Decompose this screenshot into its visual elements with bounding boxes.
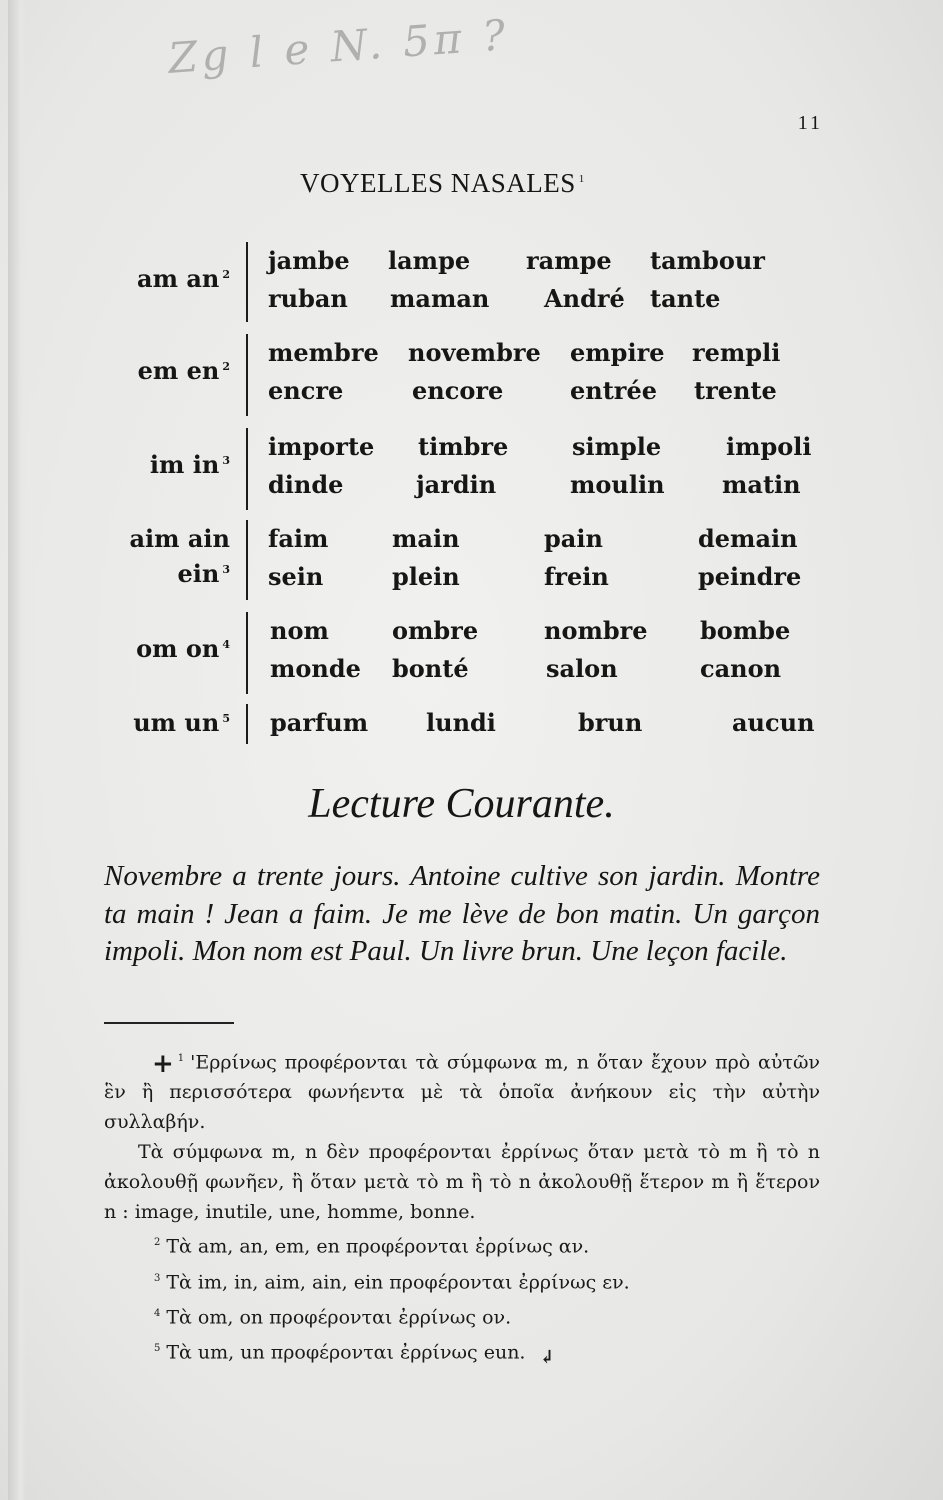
word: bombe [700, 616, 791, 645]
word: André [544, 284, 625, 313]
pencil-tick-mark: ↲ [539, 1346, 555, 1368]
page-number: 11 [797, 112, 823, 134]
footnote-text: Τὰ am, an, em, en προφέρονται ἐρρίνως αν. [166, 1235, 590, 1258]
vowel-label-text: om on [136, 634, 220, 663]
vowel-label-text: em en [137, 356, 220, 385]
footnote-5 [104, 1333, 820, 1368]
word: tambour [650, 246, 765, 275]
word-line [100, 616, 830, 648]
word: salon [546, 654, 618, 683]
word: bonté [392, 654, 469, 683]
word-line [100, 338, 830, 370]
footnote-text: Τὰ im, in, aim, ain, ein προφέρονται ἐρρίνως εν. [166, 1270, 630, 1293]
word: nombre [544, 616, 648, 645]
footnote-rule [104, 1022, 234, 1024]
word: trente [694, 376, 777, 405]
footnote-mark: 5 [154, 1343, 161, 1355]
word: parfum [270, 708, 369, 737]
word: simple [572, 432, 662, 461]
word: ombre [392, 616, 479, 645]
vowel-footnote-mark: 5 [222, 712, 230, 725]
word: nom [270, 616, 329, 645]
word: pain [544, 524, 603, 553]
footnote-1 [104, 1044, 820, 1137]
word-line [100, 654, 830, 686]
word: plein [392, 562, 460, 591]
word: membre [268, 338, 379, 367]
footnote-2 [104, 1227, 820, 1262]
word: importe [268, 432, 375, 461]
word-line [100, 284, 830, 316]
word: peindre [698, 562, 802, 591]
footnote-text: 'Ερρίνως προφέρονται τὰ σύμφωνα m, n ὅταν ἔχουν πρὸ αὐτῶν ἓν ἢ περισσότερα φωνήεντα μὲ τὰ ὁποῖα ἀνήκουν εἰς τὴν αὐτὴν συλλαβήν. [104, 1051, 820, 1134]
word: lundi [426, 708, 496, 737]
vowel-label-text: ein [177, 559, 220, 588]
word-line [100, 376, 830, 408]
word: novembre [408, 338, 541, 367]
reading-heading-text: Lecture Courante. [308, 781, 615, 827]
footnote-text: Τὰ om, on προφέρονται ἐρρίνως ον. [166, 1306, 512, 1329]
footnote-mark: 3 [154, 1272, 161, 1284]
pencil-annotation: Zg l e N. 5π ? [166, 10, 511, 83]
vowel-footnote-mark: 3 [222, 563, 230, 576]
word: rempli [692, 338, 781, 367]
word: encre [268, 376, 344, 405]
word: rampe [526, 246, 612, 275]
vowel-label-text: im in [149, 450, 220, 479]
word: jardin [416, 470, 497, 499]
footnote-mark: 1 [177, 1053, 185, 1064]
vowel-footnote-mark: 4 [222, 638, 230, 651]
word-line [100, 470, 830, 502]
footnote-text: Τὰ σύμφωνα m, n δὲν προφέρονται ἐρρίνως ὅταν μετὰ τὸ m ἢ τὸ n ἀκολουθῇ φωνῆεν, ἢ ὅταν μετὰ τὸ m ἢ τὸ n ἀκολουθῇ ἕτερον m ἢ ἕτερον n : image, inutile, une, homme, bonne. [104, 1141, 820, 1224]
section-title [300, 168, 585, 199]
footnote-4 [104, 1298, 820, 1333]
word-line [100, 562, 830, 594]
word: brun [578, 708, 643, 737]
footnote-mark: 4 [154, 1307, 161, 1319]
word: moulin [570, 470, 665, 499]
word: ruban [268, 284, 348, 313]
vowel-footnote-mark: 2 [222, 268, 230, 281]
vowel-footnote-mark: 3 [222, 454, 230, 467]
word: demain [698, 524, 798, 553]
word: timbre [418, 432, 509, 461]
title-footnote-mark: 1 [578, 173, 585, 185]
word-line [100, 708, 830, 740]
word: faim [268, 524, 329, 553]
footnote-text: Τὰ um, un προφέρονται ἐρρίνως eun. [166, 1341, 526, 1364]
page-fold-shadow [8, 0, 26, 1500]
word: lampe [388, 246, 471, 275]
vowel-footnote-mark: 2 [222, 360, 230, 373]
word: main [392, 524, 460, 553]
word: maman [390, 284, 490, 313]
reading-paragraph: Novembre a trente jours. Antoine cultive son jardin. Montre ta main ! Jean a faim. Je me lève de bon matin. Un garçon impoli. Mon nom est Paul. Un livre brun. Une leçon facile. [104, 860, 820, 967]
footnote-mark: 2 [154, 1237, 161, 1249]
word-line [100, 524, 830, 556]
vowel-label-text: um un [133, 708, 220, 737]
word: sein [268, 562, 324, 591]
footnotes [104, 1044, 820, 1369]
word: empire [570, 338, 665, 367]
word: entrée [570, 376, 657, 405]
word: frein [544, 562, 609, 591]
vowel-label-text: aim ain [129, 524, 230, 553]
word: jambe [268, 246, 350, 275]
word: tante [650, 284, 721, 313]
word: encore [412, 376, 504, 405]
word: aucun [732, 708, 815, 737]
word: canon [700, 654, 782, 683]
section-title-text: VOYELLES NASALES [300, 168, 576, 198]
word: dinde [268, 470, 344, 499]
footnote-3 [104, 1263, 820, 1298]
word: impoli [726, 432, 812, 461]
word: matin [722, 470, 801, 499]
word-line [100, 246, 830, 278]
vowel-label-text: am an [137, 264, 220, 293]
word-line [100, 432, 830, 464]
word: monde [270, 654, 361, 683]
pencil-cross-mark: + [152, 1049, 174, 1080]
reading-heading [0, 780, 943, 828]
footnote-1-continued [104, 1137, 820, 1227]
